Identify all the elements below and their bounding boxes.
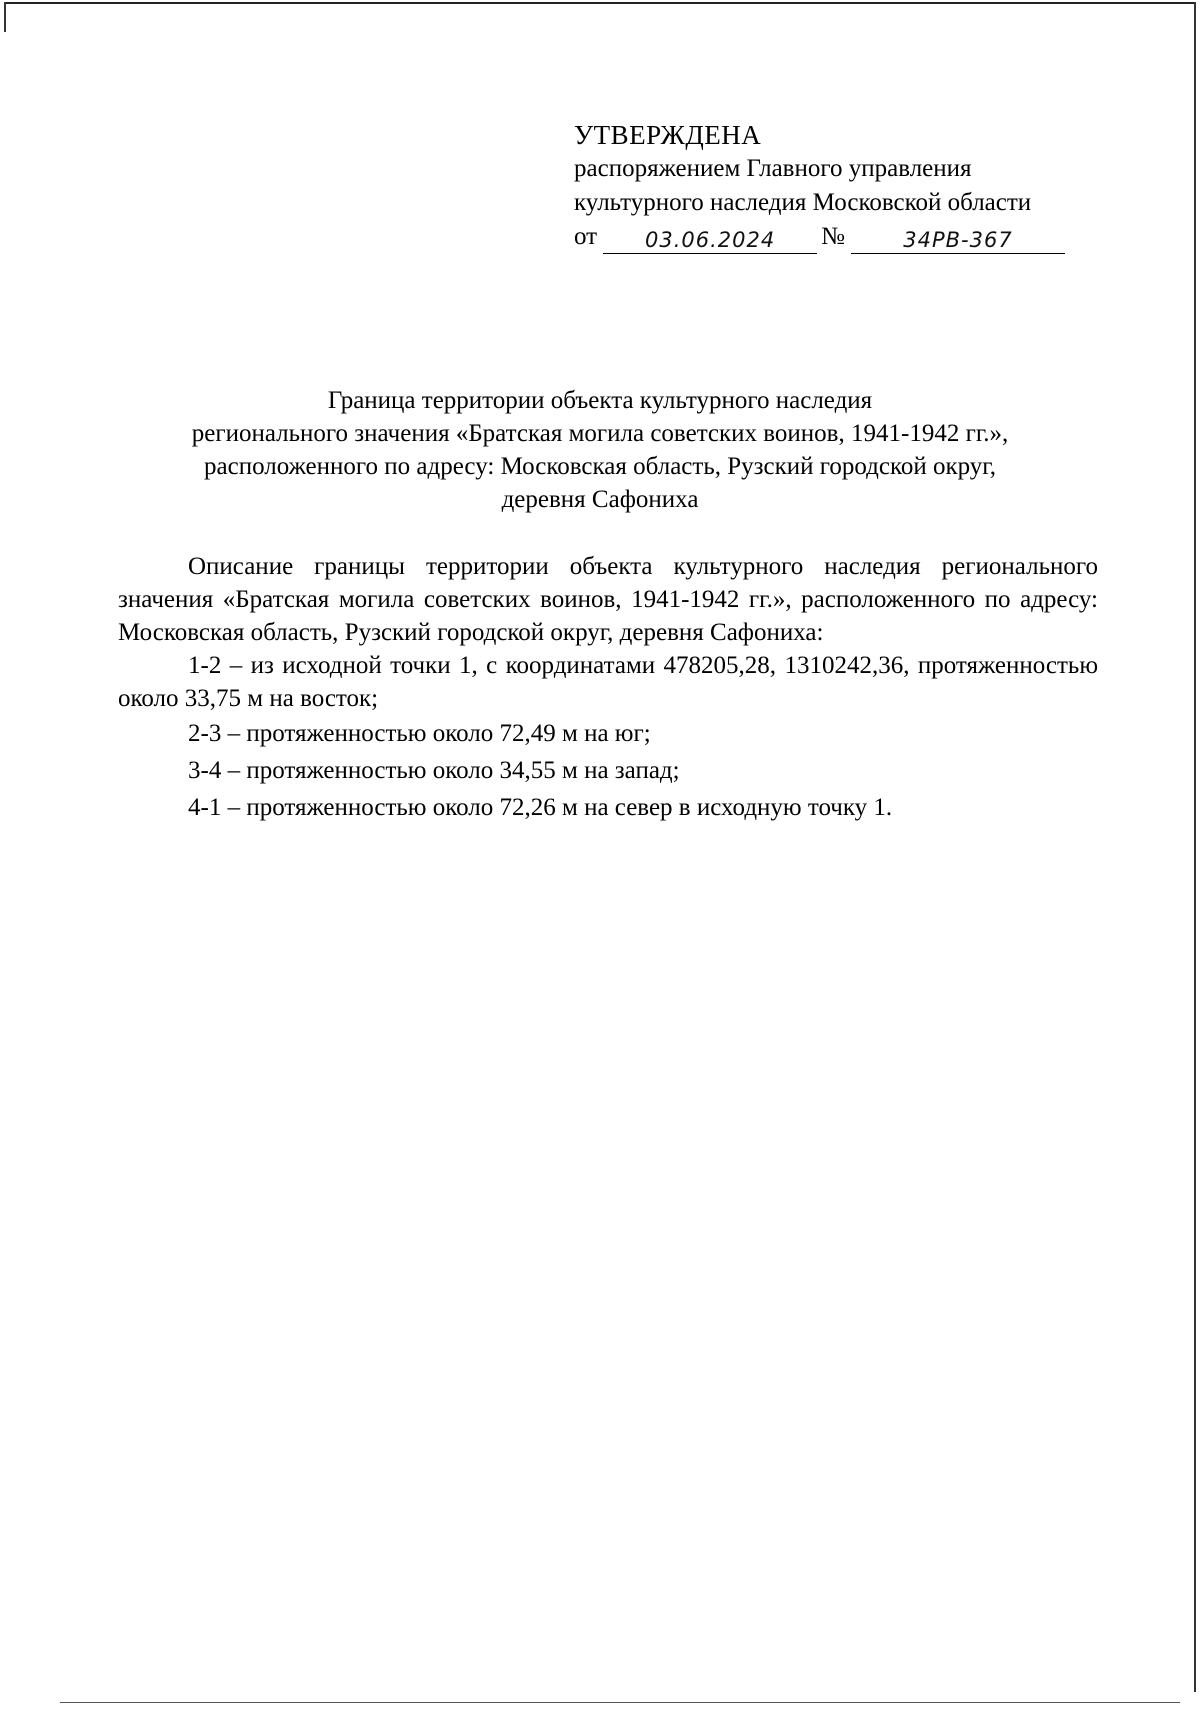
scan-border-left <box>4 2 6 32</box>
document-heading <box>120 384 1080 516</box>
from-label: от <box>574 223 598 250</box>
scan-border-top <box>4 2 1194 4</box>
boundary-description <box>118 550 1098 826</box>
approval-date-row <box>574 220 1065 254</box>
heading-line-3: расположенного по адресу: Московская область, Рузский городской округ, <box>204 453 996 480</box>
heading-line-4: деревня Сафониха <box>501 486 699 513</box>
heading-line-2: регионального значения «Братская могила советских воинов, 1941-1942 гг.», <box>191 420 1009 447</box>
scan-border-bottom <box>60 1702 1180 1703</box>
handwritten-number: 34РВ-367 <box>851 227 1065 254</box>
approval-line-2: культурного наследия Московской области <box>574 189 1032 216</box>
approval-title: УТВЕРЖДЕНА <box>574 120 762 150</box>
segment-1-2: 1-2 – из исходной точки 1, с координатами 478205,28, 1310242,36, протяженностью около 33,75 м на восток; <box>118 652 1098 712</box>
segment-4-1: 4-1 – протяженностью около 72,26 м на север в исходную точку 1. <box>188 794 893 821</box>
approval-block <box>574 118 1065 254</box>
number-label: № <box>821 223 845 250</box>
description-intro: Описание границы территории объекта культурного наследия регионального значения «Братская могила советских воинов, 1941-1942 гг.», расположенного по адресу: Московская область, Рузский городской округ, деревня Сафониха: <box>118 553 1098 646</box>
segment-3-4: 3-4 – протяженностью около 34,55 м на запад; <box>188 757 680 784</box>
approval-line-1: распоряжением Главного управления <box>574 155 972 182</box>
handwritten-date: 03.06.2024 <box>603 227 817 254</box>
segment-2-3: 2-3 – протяженностью около 72,49 м на юг; <box>188 720 651 747</box>
scan-border-right <box>1194 2 1196 1692</box>
heading-line-1: Граница территории объекта культурного наследия <box>327 387 873 414</box>
